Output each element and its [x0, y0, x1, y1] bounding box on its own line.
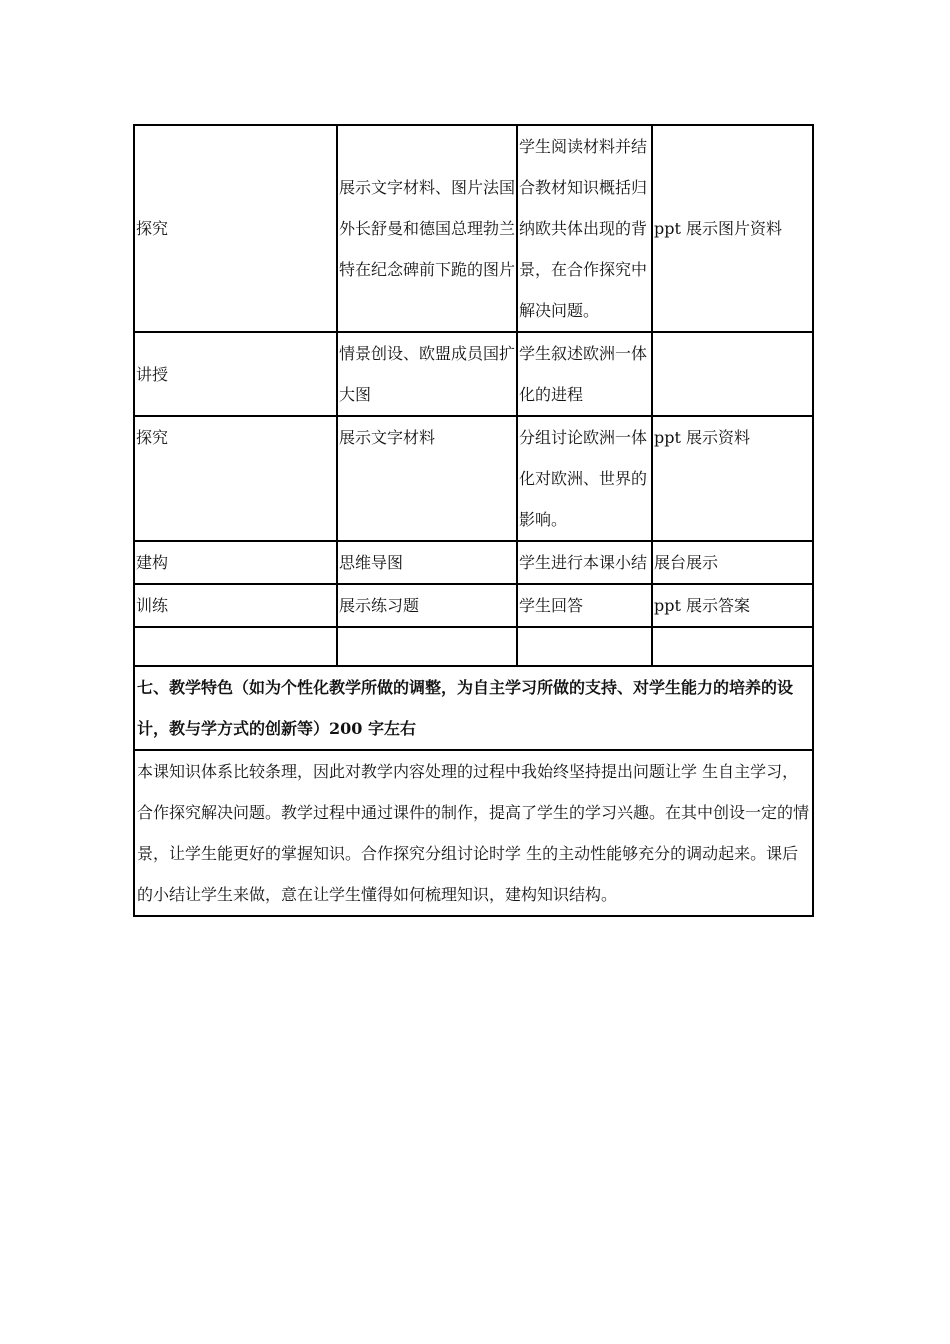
stage-cell: 建构 — [134, 541, 337, 584]
table-row — [134, 627, 813, 666]
media-cell — [652, 627, 813, 666]
teacher-activity-cell — [337, 627, 517, 666]
section-heading: 七、教学特色（如为个性化教学所做的调整，为自主学习所做的支持、对学生能力的培养的设计，教与学方式的创新等）200 字左右 — [134, 666, 813, 750]
media-cell: ppt 展示资料 — [652, 416, 813, 541]
lesson-plan-table — [133, 124, 814, 917]
student-activity-cell: 学生阅读材料并结合教材知识概括归纳欧共体出现的背景，在合作探究中解决问题。 — [517, 125, 652, 332]
student-activity-cell: 学生回答 — [517, 584, 652, 627]
stage-cell: 探究 — [134, 416, 337, 541]
stage-cell — [134, 627, 337, 666]
section-body: 本课知识体系比较条理，因此对教学内容处理的过程中我始终坚持提出问题让学 生自主学习，合作探究解决问题。教学过程中通过课件的制作，提高了学生的学习兴趣。在其中创设一定的情景，让学生能更好的掌握知识。合作探究分组讨论时学 生的主动性能够充分的调动起来。课后的小结让学生来做，意在让学生懂得如何梳理知识，建构知识结构。 — [134, 750, 813, 916]
table-row — [134, 332, 813, 416]
student-activity-cell: 学生叙述欧洲一体化的进程 — [517, 332, 652, 416]
teacher-activity-cell: 展示文字材料、图片法国外长舒曼和德国总理勃兰特在纪念碑前下跪的图片 — [337, 125, 517, 332]
student-activity-cell — [517, 627, 652, 666]
teacher-activity-cell: 展示文字材料 — [337, 416, 517, 541]
teacher-activity-cell: 情景创设、欧盟成员国扩大图 — [337, 332, 517, 416]
media-cell — [652, 332, 813, 416]
section-heading-row — [134, 666, 813, 750]
stage-cell: 训练 — [134, 584, 337, 627]
section-body-row — [134, 750, 813, 916]
media-cell: ppt 展示答案 — [652, 584, 813, 627]
table-row — [134, 125, 813, 332]
teacher-activity-cell: 展示练习题 — [337, 584, 517, 627]
stage-cell: 探究 — [134, 125, 337, 332]
table-row — [134, 416, 813, 541]
lesson-table-wrapper — [133, 124, 814, 917]
table-row — [134, 584, 813, 627]
media-cell: ppt 展示图片资料 — [652, 125, 813, 332]
media-cell: 展台展示 — [652, 541, 813, 584]
student-activity-cell: 学生进行本课小结 — [517, 541, 652, 584]
stage-cell: 讲授 — [134, 332, 337, 416]
teacher-activity-cell: 思维导图 — [337, 541, 517, 584]
table-row — [134, 541, 813, 584]
student-activity-cell: 分组讨论欧洲一体化对欧洲、世界的影响。 — [517, 416, 652, 541]
